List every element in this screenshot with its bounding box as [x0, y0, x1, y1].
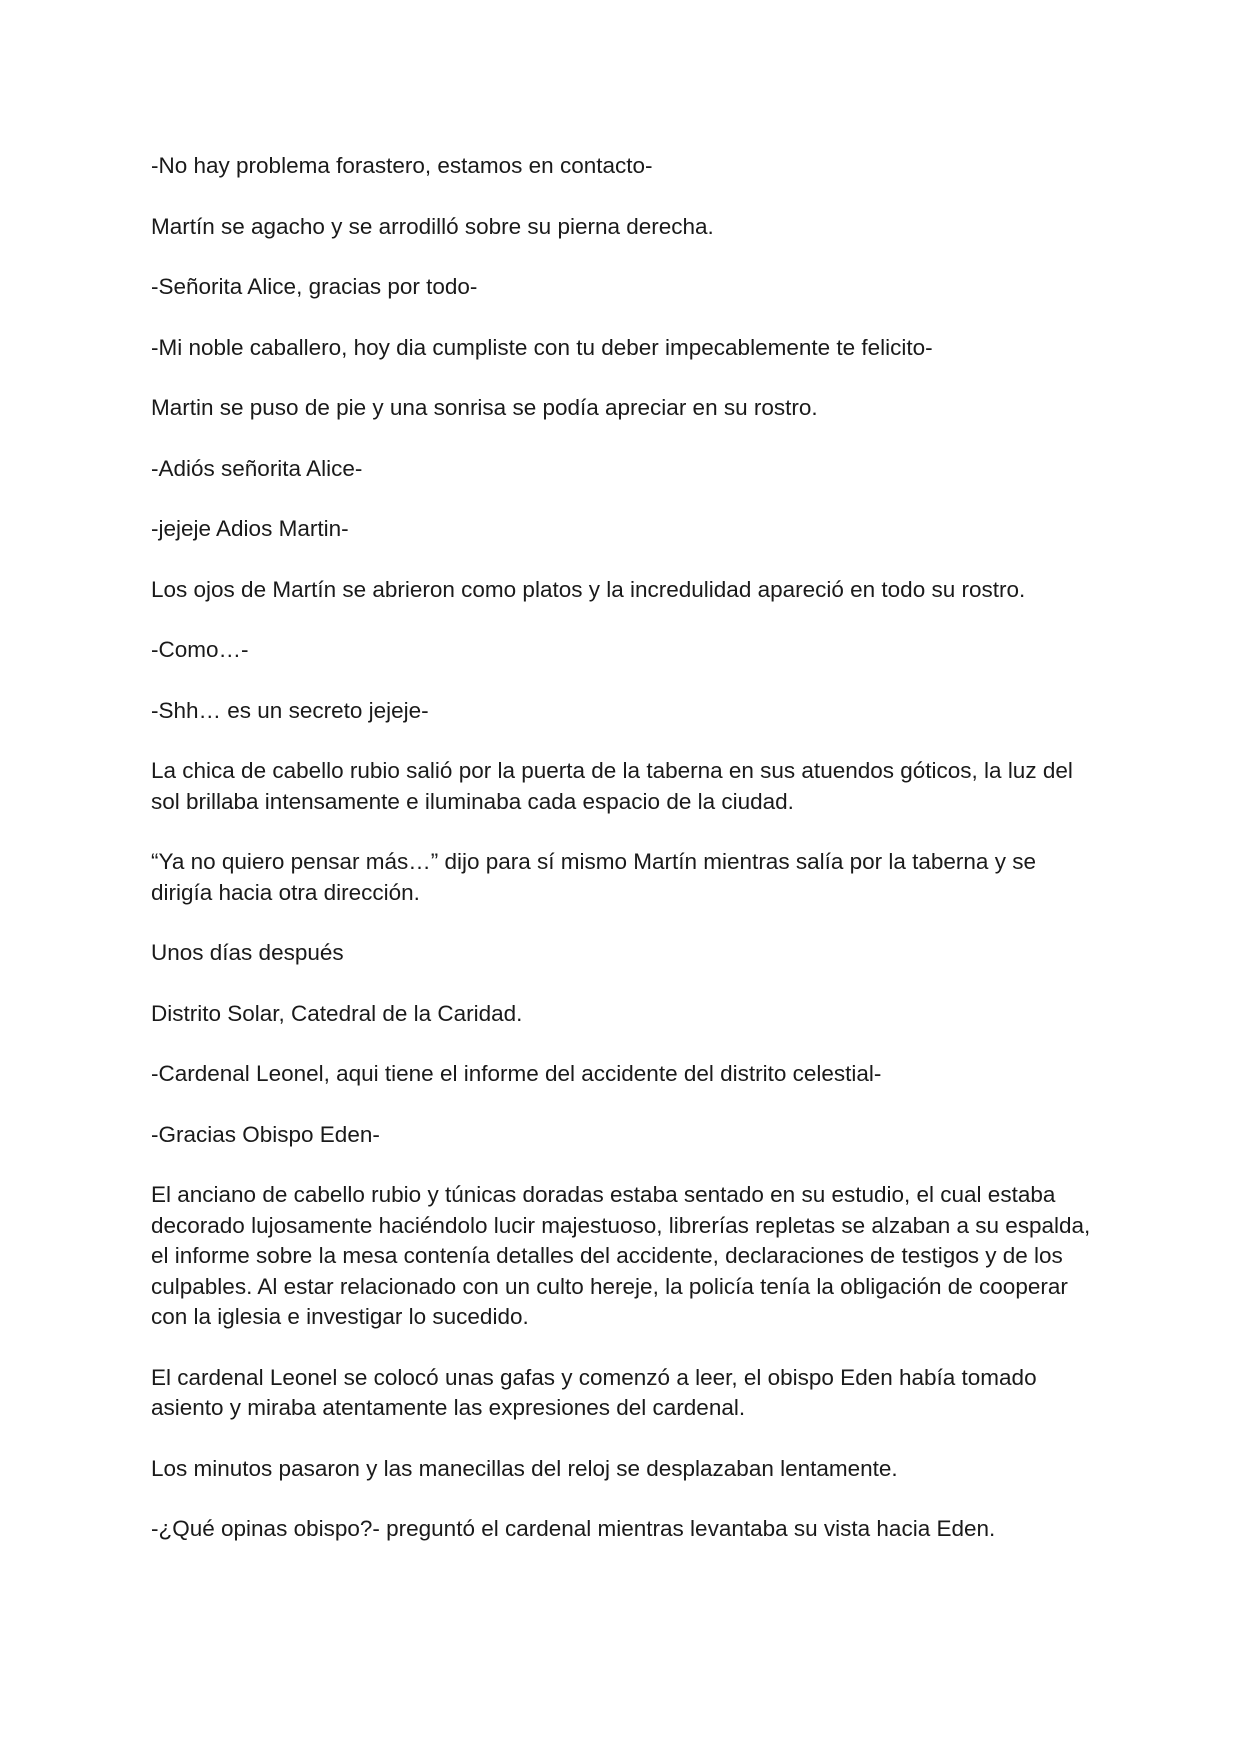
paragraph: Martín se agacho y se arrodilló sobre su pierna derecha. [151, 213, 714, 239]
paragraph: La chica de cabello rubio salió por la puerta de la taberna en sus atuendos góticos, la luz del sol brillaba intensamente e iluminaba cada espacio de la ciudad. [151, 758, 1073, 814]
paragraph: El cardenal Leonel se colocó unas gafas y comenzó a leer, el obispo Eden había tomado asiento y miraba atentamente las expresiones del cardenal. [151, 1364, 1037, 1420]
paragraph: -Shh… es un secreto jejeje- [151, 697, 429, 723]
paragraph: Distrito Solar, Catedral de la Caridad. [151, 1000, 523, 1026]
paragraph: El anciano de cabello rubio y túnicas doradas estaba sentado en su estudio, el cual estaba decorado lujosamente haciéndolo lucir majestuoso, librerías repletas se alzaban a su espalda, el informe sobre la mesa contenía detalles del accidente, declaraciones de testigos y de los culpables. Al estar relacionado con un culto hereje, la policía tenía la obligación de cooperar con la iglesia e investigar lo sucedido. [151, 1182, 1091, 1329]
paragraph: -Adiós señorita Alice- [151, 455, 363, 481]
paragraph: -Mi noble caballero, hoy dia cumpliste con tu deber impecablemente te felicito- [151, 334, 933, 360]
paragraph: -Gracias Obispo Eden- [151, 1121, 380, 1147]
paragraph: -No hay problema forastero, estamos en contacto- [151, 153, 653, 178]
paragraph: -jejeje Adios Martin- [151, 516, 349, 541]
paragraph: -¿Qué opinas obispo?- preguntó el cardenal mientras levantaba su vista hacia Eden. [151, 1516, 996, 1541]
paragraph: Los ojos de Martín se abrieron como platos y la incredulidad apareció en todo su rostro. [151, 576, 1026, 602]
paragraph: “Ya no quiero pensar más…” dijo para sí mismo Martín mientras salía por la taberna y se dirigía hacia otra dirección. [151, 849, 1036, 905]
paragraph: Unos días después [151, 940, 344, 965]
document-body [151, 151, 1102, 1545]
paragraph: -Cardenal Leonel, aqui tiene el informe del accidente del distrito celestial- [151, 1061, 882, 1086]
paragraph: Martin se puso de pie y una sonrisa se podía apreciar en su rostro. [151, 395, 818, 420]
paragraph: -Como…- [151, 637, 249, 662]
paragraph: -Señorita Alice, gracias por todo- [151, 274, 478, 299]
paragraph: Los minutos pasaron y las manecillas del reloj se desplazaban lentamente. [151, 1455, 898, 1481]
